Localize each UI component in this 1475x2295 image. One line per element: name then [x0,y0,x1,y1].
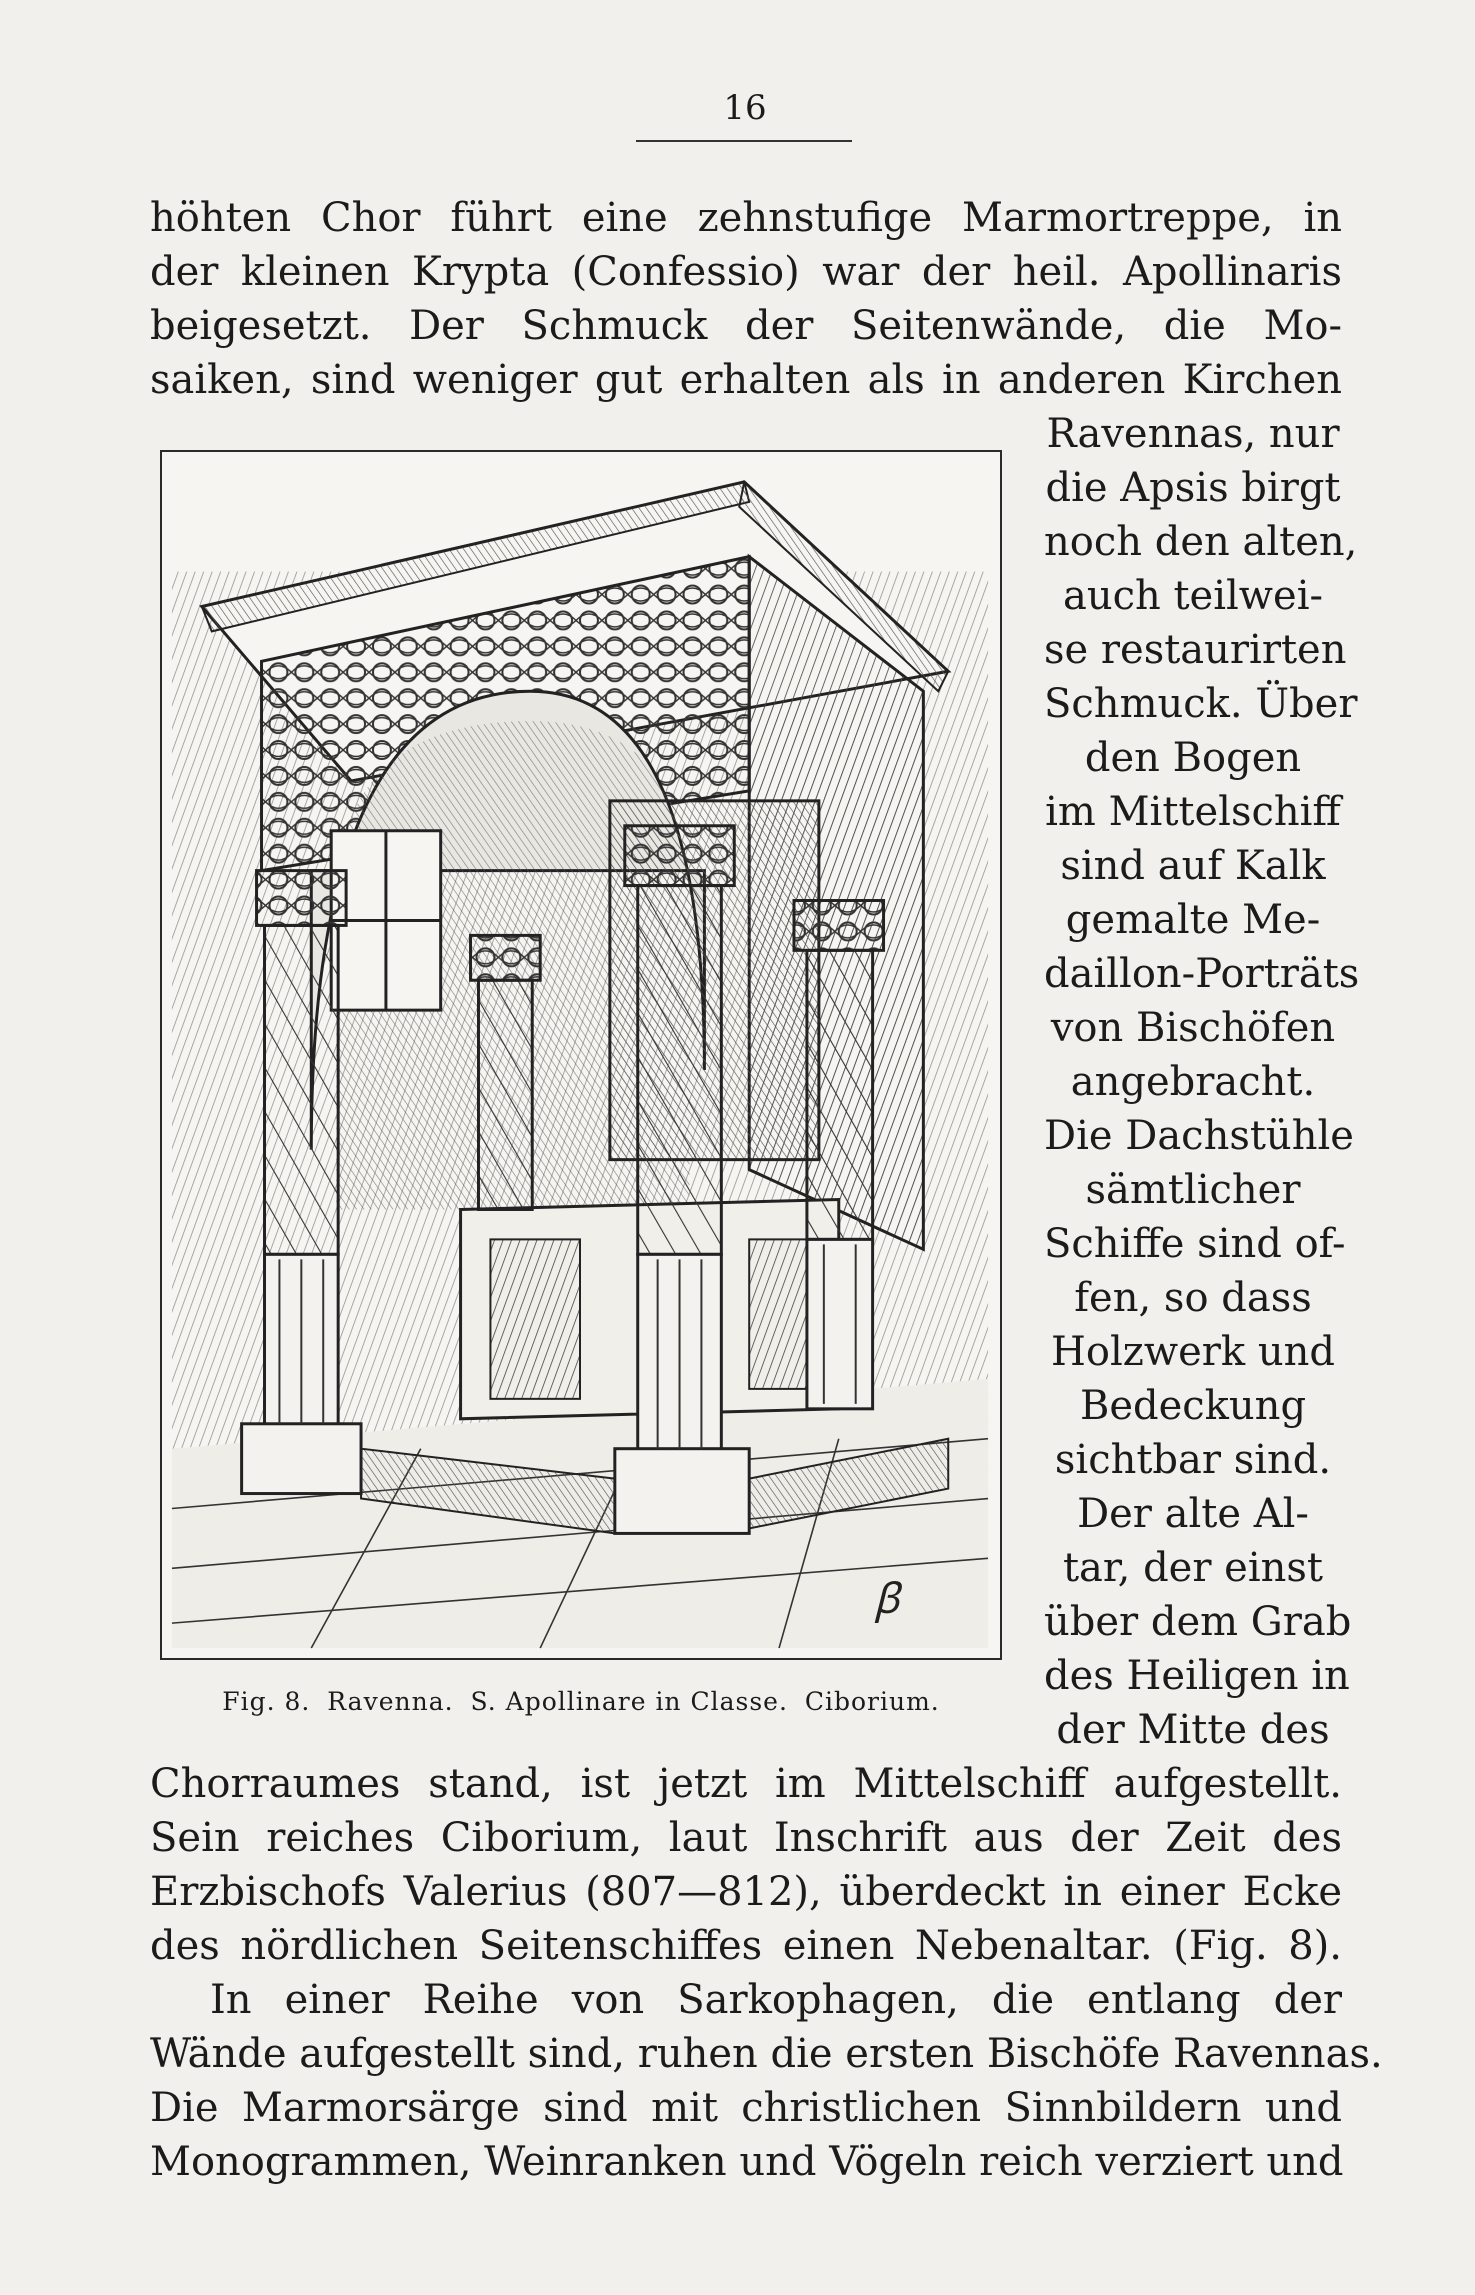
side-text-line: Die Dachstühle [1044,1113,1354,1159]
side-text-line: von Bischöfen [1050,1005,1336,1051]
text-line: Wände aufgestellt sind, ruhen die ersten Bischöfe Ravennas. [150,2031,1383,2077]
side-text-line: tar, der einst [1062,1545,1324,1591]
text-line: Sein reiches Ciborium, laut Inschrift aus der Zeit des [150,1815,1342,1861]
text-line: beigesetzt. Der Schmuck der Seitenwände, die Mo- [150,303,1342,349]
text-line: Erzbischofs Valerius (807—812), überdeckt in einer Ecke [150,1869,1342,1915]
side-text-line: fen, so dass [1074,1275,1312,1321]
side-text-line: sämtlicher [1085,1167,1301,1213]
side-text-line: Schiffe sind of- [1044,1221,1346,1267]
text-line: Chorraumes stand, ist jetzt im Mittelschiff aufgestellt. [150,1761,1342,1807]
side-text-line: des Heiligen in [1044,1653,1350,1699]
side-text-line: se restaurirten [1044,627,1347,673]
text-line: Die Marmorsärge sind mit christlichen Sinnbildern und [150,2085,1342,2131]
side-text-line: im Mittelschiff [1045,789,1341,835]
caption-fig-number: Fig. 8. [222,1687,311,1716]
side-text-line: sichtbar sind. [1054,1437,1332,1483]
side-text-line: den Bogen [1084,735,1302,781]
caption-place: Ravenna. [327,1687,454,1716]
side-text-line: der Mitte des [1056,1707,1330,1753]
side-text-line: daillon-Porträts [1044,951,1360,997]
text-line: der kleinen Krypta (Confessio) war der heil. Apollinaris [150,249,1342,295]
side-text-line: auch teilwei- [1062,573,1324,619]
page-number: 16 [723,88,767,128]
side-text-line: Holzwerk und [1051,1329,1335,1375]
text-line: des nördlichen Seitenschiffes einen Nebenaltar. (Fig. 8). [150,1923,1342,1969]
side-text-line: Schmuck. Über [1044,681,1358,727]
figure-caption [160,1686,1002,1718]
svg-text:ꞵ: ꞵ [873,1574,900,1624]
side-text-line: angebracht. [1070,1059,1316,1105]
side-text-line: Ravennas, nur [1046,411,1340,457]
side-text-line: gemalte Me- [1065,897,1321,943]
side-text-line: noch den alten, [1044,519,1358,565]
page-number-rule [636,140,852,142]
side-text-line: Bedeckung [1079,1383,1307,1429]
side-text-line: Der alte Al- [1077,1491,1309,1537]
text-line: Monogrammen, Weinranken und Vögeln reich verziert und [150,2139,1344,2185]
side-text-line: sind auf Kalk [1060,843,1326,889]
ciborium-engraving [162,452,1000,1658]
caption-church: S. Apollinare in Classe. [470,1687,788,1716]
text-line: höhten Chor führt eine zehnstufige Marmortreppe, in [150,195,1342,241]
side-text-line: die Apsis birgt [1045,465,1341,511]
text-line: In einer Reihe von Sarkophagen, die entlang der [210,1977,1342,2023]
text-line: saiken, sind weniger gut erhalten als in anderen Kirchen [150,357,1342,403]
caption-object: Ciborium. [804,1687,940,1716]
side-text-line: über dem Grab [1044,1599,1352,1645]
ciborium-figure [160,450,1002,1660]
